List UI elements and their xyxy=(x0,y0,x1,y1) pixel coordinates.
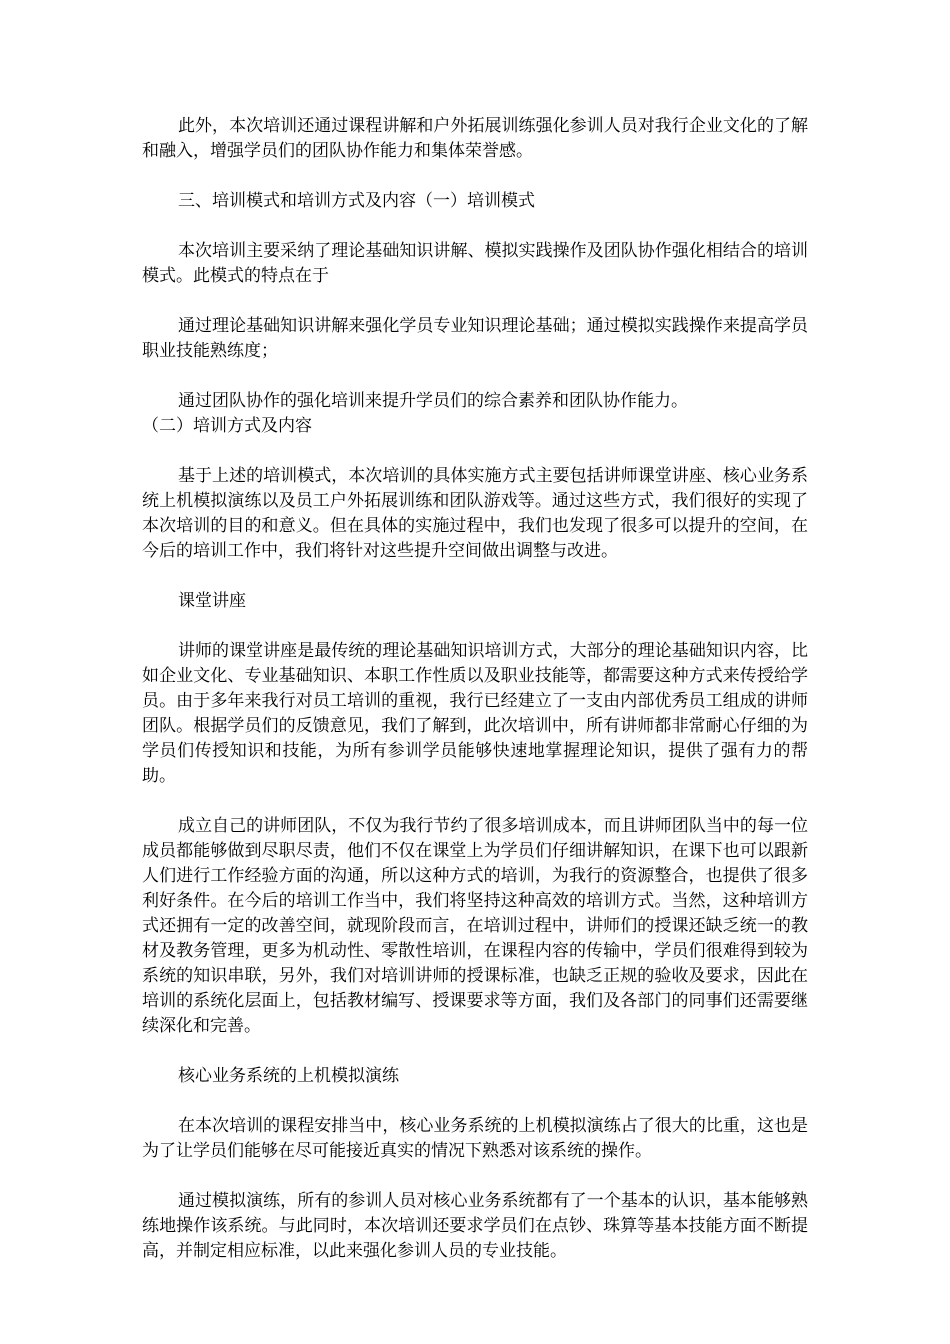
paragraph-skills: 通过模拟演练，所有的参训人员对核心业务系统都有了一个基本的认识，基本能够熟练地操作该系统。与此同时，本次培训还要求学员们在点钞、珠算等基本技能方面不断提高，并制定相应标准，以此来强化参训人员的专业技能。 xyxy=(142,1191,808,1261)
paragraph-simulation: 在本次培训的课程安排当中，核心业务系统的上机模拟演练占了很大的比重，这也是为了让学员们能够在尽可能接近真实的情况下熟悉对该系统的操作。 xyxy=(142,1116,808,1161)
section-heading-training-mode: 三、培训模式和培训方式及内容（一）培训模式 xyxy=(178,191,535,211)
paragraph-training-mode: 本次培训主要采纳了理论基础知识讲解、模拟实践操作及团队协作强化相结合的培训模式。此模式的特点在于 xyxy=(142,241,808,286)
document-body xyxy=(142,114,808,1289)
paragraph-methods: 基于上述的培训模式，本次培训的具体实施方式主要包括讲师课堂讲座、核心业务系统上机模拟演练以及员工户外拓展训练和团队游戏等。通过这些方式，我们很好的实现了本次培训的目的和意义。但在具体的实施过程中，我们也发现了很多可以提升的空间，在今后的培训工作中，我们将针对这些提升空间做出调整与改进。 xyxy=(142,466,808,561)
paragraph-theory-practice: 通过理论基础知识讲解来强化学员专业知识理论基础；通过模拟实践操作来提高学员职业技能熟练度； xyxy=(142,316,808,361)
subheading-lectures: 课堂讲座 xyxy=(178,591,246,611)
subheading-simulation: 核心业务系统的上机模拟演练 xyxy=(178,1066,399,1086)
section-heading-methods: （二）培训方式及内容 xyxy=(142,416,312,436)
paragraph-culture: 此外，本次培训还通过课程讲解和户外拓展训练强化参训人员对我行企业文化的了解和融入，增强学员们的团队协作能力和集体荣誉感。 xyxy=(142,116,808,161)
paragraph-teamwork: 通过团队协作的强化培训来提升学员们的综合素养和团队协作能力。 xyxy=(178,391,688,411)
paragraph-lectures: 讲师的课堂讲座是最传统的理论基础知识培训方式，大部分的理论基础知识内容，比如企业文化、专业基础知识、本职工作性质以及职业技能等，都需要这种方式来传授给学员。由于多年来我行对员工培训的重视，我行已经建立了一支由内部优秀员工组成的讲师团队。根据学员们的反馈意见，我们了解到，此次培训中，所有讲师都非常耐心仔细的为学员们传授知识和技能，为所有参训学员能够快速地掌握理论知识，提供了强有力的帮助。 xyxy=(142,641,808,786)
paragraph-lecturer-team: 成立自己的讲师团队，不仅为我行节约了很多培训成本，而且讲师团队当中的每一位成员都能够做到尽职尽责，他们不仅在课堂上为学员们仔细讲解知识，在课下也可以跟新人们进行工作经验方面的沟通，所以这种方式的培训，为我行的资源整合，也提供了很多利好条件。在今后的培训工作当中，我们将坚持这种高效的培训方式。当然，这种培训方式还拥有一定的改善空间，就现阶段而言，在培训过程中，讲师们的授课还缺乏统一的教材及教务管理，更多为机动性、零散性培训，在课程内容的传输中，学员们很难得到较为系统的知识串联，另外，我们对培训讲师的授课标准，也缺乏正规的验收及要求，因此在培训的系统化层面上，包括教材编写、授课要求等方面，我们及各部门的同事们还需要继续深化和完善。 xyxy=(142,816,808,1036)
